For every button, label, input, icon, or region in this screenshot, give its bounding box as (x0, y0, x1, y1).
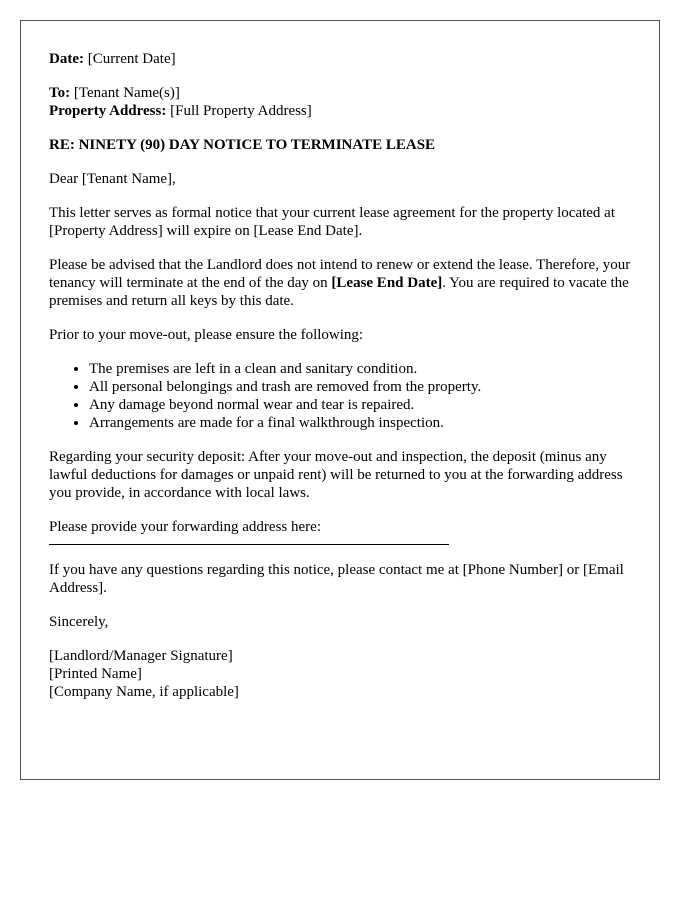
list-item: • Any damage beyond normal wear and tear is repaired. (89, 396, 631, 414)
forwarding-address-line (49, 544, 449, 545)
company-name-line: [Company Name, if applicable] (49, 684, 239, 700)
termination-text-before: Please be advised that the Landlord does not intend to renew or extend the lease. Therefore, your tenancy will terminate at the end of the day on (49, 257, 631, 291)
paragraph-checklist-intro: Prior to your move-out, please ensure the following: (49, 327, 364, 343)
forwarding-address-block (49, 518, 631, 545)
closing: Sincerely, (49, 614, 109, 630)
to-label: To: (49, 85, 71, 101)
list-item: • The premises are left in a clean and sanitary condition. (89, 360, 631, 378)
subject-line: RE: NINETY (90) DAY NOTICE TO TERMINATE LEASE (49, 137, 436, 153)
date-label: Date: (49, 51, 84, 67)
greeting: Dear [Tenant Name], (49, 171, 176, 187)
property-address-line (49, 102, 631, 120)
forwarding-address-prompt: Please provide your forwarding address here: (49, 519, 321, 535)
paragraph-notice: This letter serves as formal notice that your current lease agreement for the property located at [Property Address] will expire on [Lease End Date]. (49, 205, 616, 239)
signature-block (49, 647, 631, 701)
paragraph-termination (49, 256, 631, 310)
list-item: • All personal belongings and trash are removed from the property. (89, 378, 631, 396)
date-value: [Current Date] (87, 51, 176, 67)
paragraph-contact: If you have any questions regarding this notice, please contact me at [Phone Number] or [Email Address]. (49, 562, 624, 596)
printed-name-line: [Printed Name] (49, 666, 142, 682)
paragraph-deposit: Regarding your security deposit: After your move-out and inspection, the deposit (minus any lawful deductions for damages or unpaid rent) will be returned to you at the forwarding address you provide, in accordance with local laws. (49, 449, 623, 501)
to-value: [Tenant Name(s)] (73, 85, 180, 101)
property-address-value: [Full Property Address] (170, 103, 312, 119)
list-item: • Arrangements are made for a final walkthrough inspection. (89, 414, 631, 432)
date-line (49, 50, 631, 68)
recipient-block (49, 84, 631, 120)
to-line (49, 84, 631, 102)
move-out-checklist (49, 360, 631, 432)
property-address-label: Property Address: (49, 103, 167, 119)
termination-text-after: . You are required to vacate the premises and return all keys by this date. (49, 275, 629, 309)
signature-line: [Landlord/Manager Signature] (49, 648, 233, 664)
letter-page (20, 20, 660, 780)
lease-end-date-bold: [Lease End Date] (331, 275, 443, 291)
